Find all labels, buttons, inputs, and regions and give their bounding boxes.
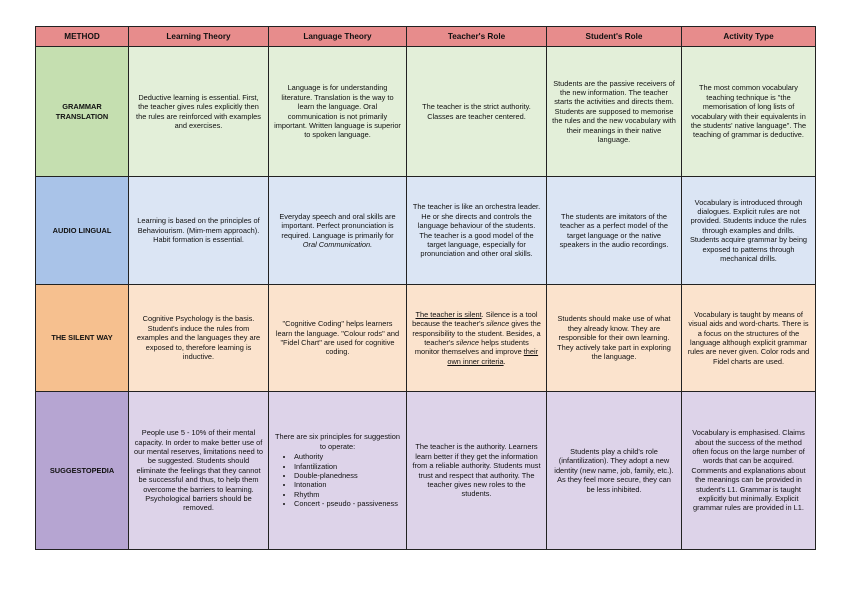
cell-activity-type: Vocabulary is taught by means of visual aids and word-charts. There is a focus on the structures of the language although explicit grammar rules are never given. Color rods and Fidel charts are used. [682, 285, 816, 392]
principles-list [274, 452, 401, 508]
oral-communication-italic: Oral Communication. [302, 239, 373, 249]
language-text: Everyday speech and oral skills are important. Perfect pronunciation is required. Language is primarily for [279, 211, 396, 240]
cell-teachers-role: The teacher is like an orchestra leader. He or she directs and controls the language behaviour of the students. The teacher is a good model of the target language, especially for pronunciation and other oral skills. [407, 177, 547, 285]
teacher-text-3: helps students monitor themselves and improve [414, 338, 529, 357]
cell-language-theory: "Cognitive Coding" helps learners learn the language. "Colour rods" and "Fidel Chart" are used for cognitive coding. [269, 285, 407, 392]
teacher-text-1: . Silence is a tool because the teacher's [412, 309, 538, 329]
cell-language-theory [269, 392, 407, 550]
cell-language-theory [269, 177, 407, 285]
principle-item: • Authority [294, 452, 401, 461]
header-learning-theory: Learning Theory [129, 27, 269, 47]
cell-activity-type: Vocabulary is emphasised. Claims about the success of the method often focus on the large number of words that can be acquired. Comments and explanations about the meanings can be provided in student's L1. Grammar is taught explicitly but minimally. Explicit grammar rules are provided in L1. [682, 392, 816, 550]
cell-students-role: The students are imitators of the teacher as a perfect model of the target language or the native speakers in the audio recordings. [547, 177, 682, 285]
cell-activity-type: The most common vocabulary teaching technique is "the memorisation of long lists of vocabulary with their equivalents in the students' native language". The teaching of grammar is deductive. [682, 47, 816, 177]
method-audio-lingual: AUDIO LINGUAL [36, 177, 129, 285]
cell-learning-theory: Deductive learning is essential. First, the teacher gives rules explicitly then the rules are reinforced with examples and exercises. [129, 47, 269, 177]
row-silent-way [36, 285, 816, 392]
silence-italic-2: silence [456, 338, 480, 347]
cell-students-role: Students play a child's role (infantilization). They adopt a new identity (new name, job, family, etc.). As they feel more secure, they can be less inhibited. [547, 392, 682, 550]
cell-learning-theory: Learning is based on the principles of Behaviourism. (Mim-mem approach). Habit formation is essential. [129, 177, 269, 285]
header-activity-type: Activity Type [682, 27, 816, 47]
teacher-is-silent-underlined: The teacher is silent [415, 309, 482, 319]
cell-students-role: Students should make use of what they already know. They are responsible for their own learning. They actively take part in exploring the language. [547, 285, 682, 392]
cell-learning-theory: Cognitive Psychology is the basis. Student's induce the rules from examples and the languages they are exposed to, therefore learning is inductive. [129, 285, 269, 392]
header-teachers-role: Teacher's Role [407, 27, 547, 47]
inner-criteria-underlined: their own inner criteria [447, 347, 539, 366]
cell-learning-theory: People use 5 - 10% of their mental capacity. In order to make better use of our mental reserves, limitations need to be suggested. Students should eliminate the feelings that they cannot be successful and thus, to help them overcome the barriers to learning. Psychological barriers should be removed. [129, 392, 269, 550]
header-language-theory: Language Theory [269, 27, 407, 47]
row-suggestopedia [36, 392, 816, 550]
method-silent-way: THE SILENT WAY [36, 285, 129, 392]
row-grammar-translation [36, 47, 816, 177]
methods-table [35, 26, 816, 550]
principle-item: • Double-planedness [294, 471, 401, 480]
cell-language-theory: Language is for understanding literature. Translation is the way to learn the language. Oral communication is not primarily important. Written language is superior to spoken language. [269, 47, 407, 177]
teacher-text-4: . [503, 356, 506, 366]
principle-item: • Concert - pseudo - passiveness [294, 499, 401, 508]
cell-teachers-role: The teacher is the strict authority. Classes are teacher centered. [407, 47, 547, 177]
method-suggestopedia: SUGGESTOPEDIA [36, 392, 129, 550]
row-audio-lingual [36, 177, 816, 285]
silence-italic-1: silence [486, 319, 510, 329]
cell-teachers-role [407, 285, 547, 392]
cell-teachers-role: The teacher is the authority. Learners learn better if they get the information from a reliable authority. Students must trust and respect that authority. The teacher gives new roles to the students. [407, 392, 547, 550]
principle-item: • Intonation [294, 480, 401, 489]
principle-item: • Rhythm [294, 490, 401, 499]
principle-item: • Infantilization [294, 462, 401, 471]
teacher-text-2: gives the responsibility to the student. Besides, a teacher's [412, 319, 541, 347]
header-row [36, 27, 816, 47]
header-method: METHOD [36, 27, 129, 47]
cell-activity-type: Vocabulary is introduced through dialogues. Explicit rules are not provided. Students induce the rules through examples and drills. Students acquire grammar by being exposed to patterns through mechanical drills. [682, 177, 816, 285]
principles-intro: There are six principles for suggestion to operate: [275, 432, 400, 451]
header-students-role: Student's Role [547, 27, 682, 47]
method-grammar-translation: GRAMMAR TRANSLATION [36, 47, 129, 177]
cell-students-role: Students are the passive receivers of the new information. The teacher starts the activities and directs them. Students are supposed to memorise the rules and the new vocabulary with their meanings in their native language. [547, 47, 682, 177]
